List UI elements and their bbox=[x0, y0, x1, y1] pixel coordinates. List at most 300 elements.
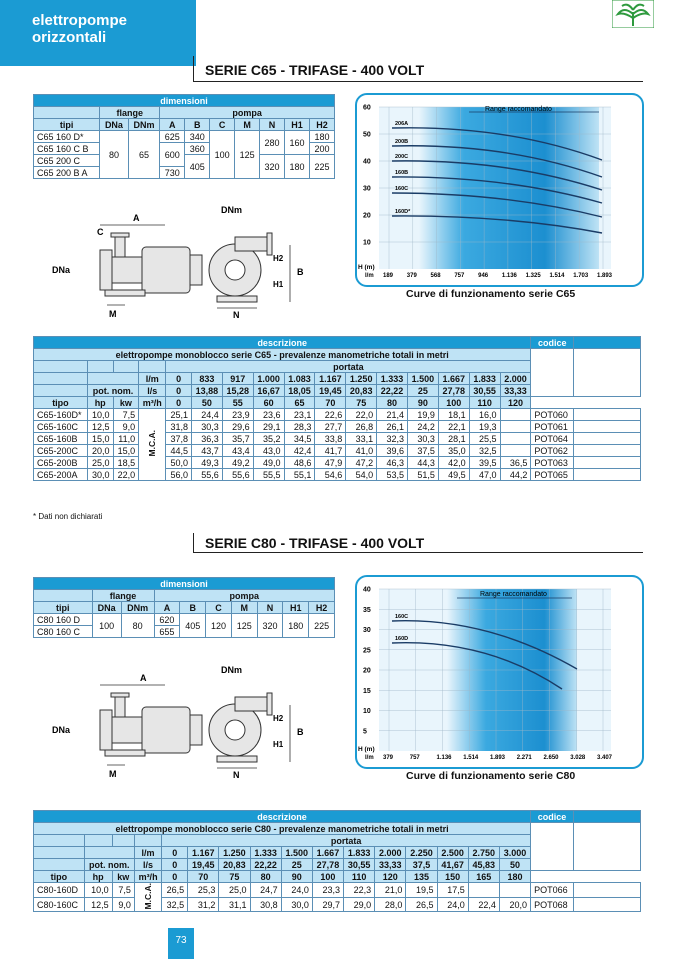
flow-value: 1.167 bbox=[315, 373, 346, 385]
x-axis-label: l/m bbox=[365, 273, 374, 279]
table-cell: 16,0 bbox=[469, 409, 500, 421]
table-cell: 17,5 bbox=[437, 883, 468, 898]
table-cell bbox=[500, 409, 531, 421]
col-header: DNm bbox=[128, 119, 160, 131]
table-cell: 15,0 bbox=[87, 433, 113, 445]
table-cell: 56,0 bbox=[166, 469, 192, 481]
table-cell: 32,5 bbox=[469, 445, 500, 457]
table-cell: 35,0 bbox=[438, 445, 469, 457]
table-cell: POT068 bbox=[531, 897, 574, 912]
table-cell: 41,0 bbox=[346, 445, 377, 457]
c65-performance-table bbox=[33, 336, 641, 481]
table-cell: 31,2 bbox=[188, 897, 219, 912]
table-cell bbox=[574, 469, 641, 481]
table-cell: 125 bbox=[235, 131, 260, 179]
x-tick-label: 1.703 bbox=[573, 273, 589, 279]
table-cell: 39,6 bbox=[377, 445, 408, 457]
col-header: C bbox=[206, 602, 232, 614]
mca-label bbox=[139, 409, 166, 481]
table-cell: 22,6 bbox=[315, 409, 346, 421]
table-cell: 30,3 bbox=[191, 421, 222, 433]
tipo-header: tipo bbox=[34, 397, 88, 409]
c65-dimensions-table bbox=[33, 94, 335, 179]
table-cell: 225 bbox=[309, 155, 334, 179]
flow-value: 0 bbox=[166, 373, 192, 385]
table-cell bbox=[468, 883, 499, 898]
table-cell: 24,0 bbox=[281, 883, 312, 898]
table-cell: 280 bbox=[260, 131, 285, 155]
flow-value: 27,78 bbox=[438, 385, 469, 397]
pot-nom-header: pot. nom. bbox=[84, 859, 134, 871]
flow-value: 25 bbox=[281, 859, 312, 871]
curve-label: 206A bbox=[395, 121, 409, 127]
table-cell: 25,5 bbox=[469, 433, 500, 445]
section-header bbox=[0, 0, 196, 66]
table-cell: 29,0 bbox=[344, 897, 375, 912]
table-cell bbox=[574, 421, 641, 433]
dim-label: N bbox=[233, 310, 240, 320]
table-cell: 320 bbox=[257, 614, 283, 638]
table-cell: 53,5 bbox=[377, 469, 408, 481]
flow-value: 20,83 bbox=[346, 385, 377, 397]
table-row bbox=[34, 469, 641, 481]
table-cell: 44,5 bbox=[166, 445, 192, 457]
table-cell: 43,4 bbox=[222, 445, 253, 457]
dim-label: DNa bbox=[52, 265, 71, 275]
table-cell: 23,9 bbox=[222, 409, 253, 421]
pompa-header: pompa bbox=[160, 107, 335, 119]
mca-label bbox=[134, 883, 161, 912]
kw-header: kw bbox=[112, 871, 134, 883]
flow-value: 16,67 bbox=[253, 385, 284, 397]
flow-value: 833 bbox=[191, 373, 222, 385]
table-cell: C65 160 C B bbox=[34, 143, 100, 155]
table-cell: 18,1 bbox=[438, 409, 469, 421]
y-tick-label: 20 bbox=[363, 212, 371, 220]
flow-value: 19,45 bbox=[188, 859, 219, 871]
table-cell: 31,1 bbox=[219, 897, 250, 912]
table-cell: 54,0 bbox=[346, 469, 377, 481]
dim-label: B bbox=[297, 727, 304, 737]
table-row bbox=[34, 433, 641, 445]
y-tick-label: 10 bbox=[363, 708, 371, 715]
flow-value: 100 bbox=[312, 871, 343, 883]
table-cell: 55,5 bbox=[253, 469, 284, 481]
range-label: Range raccomandato bbox=[480, 591, 547, 598]
table-cell bbox=[574, 433, 641, 445]
flow-value: 30,55 bbox=[469, 385, 500, 397]
c80-dimensions-table bbox=[33, 577, 335, 638]
table-cell: 15,0 bbox=[113, 445, 139, 457]
flow-value: 20,83 bbox=[219, 859, 250, 871]
x-axis-label: l/m bbox=[365, 755, 374, 761]
y-axis-label: H (m) bbox=[358, 264, 375, 271]
table-cell: 22,0 bbox=[346, 409, 377, 421]
col-header: H1 bbox=[283, 602, 309, 614]
section-title-line2: orizzontali bbox=[32, 29, 107, 46]
col-header: A bbox=[154, 602, 180, 614]
table-cell: 9,0 bbox=[113, 421, 139, 433]
table-cell bbox=[500, 445, 531, 457]
table-cell bbox=[574, 445, 641, 457]
table-cell: 12,5 bbox=[84, 897, 112, 912]
flow-value: 1.667 bbox=[312, 847, 343, 859]
table-cell: 35,7 bbox=[222, 433, 253, 445]
table-cell: 21,4 bbox=[377, 409, 408, 421]
flow-value: 65 bbox=[284, 397, 315, 409]
flow-value: 60 bbox=[253, 397, 284, 409]
dim-label: B bbox=[297, 267, 304, 277]
footnote: * Dati non dichiarati bbox=[33, 512, 103, 521]
y-tick-label: 15 bbox=[363, 687, 371, 695]
table-cell: 31,8 bbox=[166, 421, 192, 433]
table-cell: 30,0 bbox=[87, 469, 113, 481]
table-cell: 18,5 bbox=[113, 457, 139, 469]
table-cell: 47,2 bbox=[346, 457, 377, 469]
y-tick-label: 40 bbox=[363, 586, 371, 594]
table-cell: 22,1 bbox=[438, 421, 469, 433]
table-cell: 23,3 bbox=[312, 883, 343, 898]
flow-value: 1.833 bbox=[344, 847, 375, 859]
table-cell: 29,7 bbox=[312, 897, 343, 912]
table-cell: 49,3 bbox=[191, 457, 222, 469]
unit-label: l/m bbox=[134, 847, 161, 859]
table-cell: 24,2 bbox=[407, 421, 438, 433]
col-header: DNa bbox=[100, 119, 128, 131]
table-cell: 55,6 bbox=[191, 469, 222, 481]
flow-value: 2.250 bbox=[406, 847, 437, 859]
table-cell: 48,6 bbox=[284, 457, 315, 469]
dimensions-header: dimensioni bbox=[34, 95, 335, 107]
curve-label: 160C bbox=[395, 186, 409, 192]
dim-label: DNm bbox=[221, 205, 243, 215]
flow-value: 13,88 bbox=[191, 385, 222, 397]
y-tick-label: 10 bbox=[363, 239, 371, 247]
col-header: A bbox=[160, 119, 185, 131]
table-cell: C65-200B bbox=[34, 457, 88, 469]
table-cell: 36,3 bbox=[191, 433, 222, 445]
table-cell: 28,3 bbox=[284, 421, 315, 433]
table-cell: 24,0 bbox=[437, 897, 468, 912]
table-cell: 49,2 bbox=[222, 457, 253, 469]
table-cell bbox=[574, 897, 641, 912]
y-axis-label: H (m) bbox=[358, 746, 375, 753]
table-cell: C65-160C bbox=[34, 421, 88, 433]
table-cell: POT062 bbox=[531, 445, 574, 457]
table-cell: 30,3 bbox=[407, 433, 438, 445]
table-cell: 34,5 bbox=[284, 433, 315, 445]
c80-chart-caption: Curve di funzionamento serie C80 bbox=[406, 770, 576, 782]
title-divider-horizontal bbox=[193, 552, 643, 553]
table-cell: 405 bbox=[180, 614, 206, 638]
x-tick-label: 568 bbox=[430, 273, 441, 279]
table-cell: POT064 bbox=[531, 433, 574, 445]
table-row bbox=[34, 445, 641, 457]
flow-value: 2.750 bbox=[468, 847, 499, 859]
flow-value: 25 bbox=[407, 385, 438, 397]
col-header: M bbox=[231, 602, 257, 614]
col-header: N bbox=[260, 119, 285, 131]
table-cell: 35,2 bbox=[253, 433, 284, 445]
table-cell: 7,5 bbox=[113, 409, 139, 421]
flow-value: 50 bbox=[499, 859, 530, 871]
flow-value: 19,45 bbox=[315, 385, 346, 397]
y-tick-label: 60 bbox=[363, 104, 371, 112]
table-cell: 21,0 bbox=[375, 883, 406, 898]
table-cell: 30,8 bbox=[250, 897, 281, 912]
unit-label: l/s bbox=[139, 385, 166, 397]
x-tick-label: 946 bbox=[478, 273, 489, 279]
table-cell: 25,0 bbox=[87, 457, 113, 469]
table-cell: 42,0 bbox=[438, 457, 469, 469]
table-cell: C80-160D bbox=[34, 883, 85, 898]
table-cell: 46,3 bbox=[377, 457, 408, 469]
table-cell: 7,5 bbox=[112, 883, 134, 898]
table-cell: 730 bbox=[160, 167, 185, 179]
table-cell: 28,1 bbox=[438, 433, 469, 445]
table-cell bbox=[499, 883, 530, 898]
flow-value: 90 bbox=[281, 871, 312, 883]
flow-value: 22,22 bbox=[377, 385, 408, 397]
hp-header: hp bbox=[87, 397, 113, 409]
table-cell: 12,5 bbox=[87, 421, 113, 433]
title-divider-horizontal bbox=[193, 81, 643, 82]
table-cell: 19,9 bbox=[407, 409, 438, 421]
table-cell: 340 bbox=[185, 131, 210, 143]
table-cell: 30,0 bbox=[281, 897, 312, 912]
unit-label: l/s bbox=[134, 859, 161, 871]
table-cell: 26,8 bbox=[346, 421, 377, 433]
table-cell: POT061 bbox=[531, 421, 574, 433]
descrizione-header: descrizione bbox=[34, 811, 531, 823]
table-cell: 100 bbox=[210, 131, 235, 179]
table-cell: 24,7 bbox=[250, 883, 281, 898]
table-cell: 22,3 bbox=[344, 883, 375, 898]
col-header: tipi bbox=[34, 602, 93, 614]
title-divider-vertical bbox=[193, 533, 194, 553]
table-cell: 51,5 bbox=[407, 469, 438, 481]
table-cell: C65-160D* bbox=[34, 409, 88, 421]
x-tick-label: 3.407 bbox=[597, 755, 613, 761]
table-cell: 9,0 bbox=[112, 897, 134, 912]
x-tick-label: 1.136 bbox=[436, 755, 452, 761]
curve-label: 160B bbox=[395, 170, 409, 176]
dim-label: C bbox=[97, 227, 104, 237]
table-cell: C80 160 C bbox=[34, 626, 93, 638]
curve-label: 200B bbox=[395, 139, 409, 145]
title-divider-vertical bbox=[193, 56, 194, 82]
x-tick-label: 1.893 bbox=[490, 755, 506, 761]
y-tick-label: 25 bbox=[363, 647, 371, 655]
c65-chart-caption: Curve di funzionamento serie C65 bbox=[406, 288, 576, 300]
table-cell: 27,7 bbox=[315, 421, 346, 433]
c65-pump-dimension-drawing bbox=[45, 205, 345, 320]
series-c80-title: SERIE C80 - TRIFASE - 400 VOLT bbox=[205, 535, 425, 551]
x-tick-label: 3.028 bbox=[570, 755, 586, 761]
table-cell: 405 bbox=[185, 155, 210, 179]
table-cell: C65 160 D* bbox=[34, 131, 100, 143]
table-cell: 125 bbox=[231, 614, 257, 638]
series-c65-title: SERIE C65 - TRIFASE - 400 VOLT bbox=[205, 62, 425, 78]
flange-header: flange bbox=[92, 590, 154, 602]
table-row bbox=[34, 883, 641, 898]
flow-value: 70 bbox=[315, 397, 346, 409]
y-tick-label: 20 bbox=[363, 667, 371, 675]
curve-label: 200C bbox=[395, 154, 409, 160]
table-cell: 32,5 bbox=[162, 897, 188, 912]
y-tick-label: 35 bbox=[363, 606, 371, 614]
col-header: DNm bbox=[121, 602, 154, 614]
dim-label: H2 bbox=[273, 254, 284, 263]
kw-header: kw bbox=[113, 397, 139, 409]
table-cell bbox=[574, 883, 641, 898]
flow-value: 1.333 bbox=[377, 373, 408, 385]
table-cell: 11,0 bbox=[113, 433, 139, 445]
table-cell: POT060 bbox=[531, 409, 574, 421]
flow-value: 100 bbox=[438, 397, 469, 409]
col-header: N bbox=[257, 602, 283, 614]
pot-nom-header: pot. nom. bbox=[87, 385, 138, 397]
table-cell: 32,3 bbox=[377, 433, 408, 445]
flow-value: 1.250 bbox=[346, 373, 377, 385]
table-cell: 37,5 bbox=[407, 445, 438, 457]
table-row bbox=[34, 409, 641, 421]
flow-value: 0 bbox=[162, 859, 188, 871]
x-tick-label: 2.650 bbox=[543, 755, 559, 761]
table-cell: 24,4 bbox=[191, 409, 222, 421]
table-cell: C65-160B bbox=[34, 433, 88, 445]
table-row bbox=[34, 421, 641, 433]
table-cell: 180 bbox=[283, 614, 309, 638]
table-cell: 200 bbox=[309, 143, 334, 155]
flow-value: 75 bbox=[346, 397, 377, 409]
table-cell: 41,7 bbox=[315, 445, 346, 457]
table-cell: 43,0 bbox=[253, 445, 284, 457]
hp-header: hp bbox=[84, 871, 112, 883]
table-cell: 49,5 bbox=[438, 469, 469, 481]
codice-header: codice bbox=[531, 811, 574, 823]
table-cell: POT066 bbox=[531, 883, 574, 898]
pompa-header: pompa bbox=[154, 590, 334, 602]
table-subtitle: elettropompe monoblocco serie C80 - prevalenze manometriche totali in metri bbox=[34, 823, 531, 835]
table-cell: C65 200 C bbox=[34, 155, 100, 167]
x-tick-label: 2.271 bbox=[516, 755, 532, 761]
unit-label: m³/h bbox=[134, 871, 161, 883]
dim-label: A bbox=[133, 213, 140, 223]
c65-performance-chart bbox=[357, 95, 640, 283]
col-header: C bbox=[210, 119, 235, 131]
flow-value: 165 bbox=[468, 871, 499, 883]
unit-label: l/m bbox=[139, 373, 166, 385]
table-cell: 39,5 bbox=[469, 457, 500, 469]
flow-value: 90 bbox=[407, 397, 438, 409]
table-cell: 19,3 bbox=[469, 421, 500, 433]
portata-header: portata bbox=[166, 361, 531, 373]
table-cell: 65 bbox=[128, 131, 160, 179]
range-label: Range raccomandato bbox=[485, 106, 552, 113]
x-tick-label: 1.514 bbox=[463, 755, 479, 761]
col-header: H2 bbox=[309, 119, 334, 131]
curve-label: 160D bbox=[395, 636, 409, 642]
dim-label: DNa bbox=[52, 725, 71, 735]
page-number: 73 bbox=[168, 928, 194, 959]
table-cell: 20,0 bbox=[499, 897, 530, 912]
table-cell: 44,3 bbox=[407, 457, 438, 469]
table-cell: 44,2 bbox=[500, 469, 531, 481]
table-cell: 54,6 bbox=[315, 469, 346, 481]
flow-value: 917 bbox=[222, 373, 253, 385]
flow-value: 1.500 bbox=[281, 847, 312, 859]
flow-value: 2.000 bbox=[500, 373, 531, 385]
table-cell: 26,1 bbox=[377, 421, 408, 433]
table-cell: 10,0 bbox=[84, 883, 112, 898]
y-tick-label: 30 bbox=[363, 185, 371, 193]
descrizione-header: descrizione bbox=[34, 337, 531, 349]
flow-value: 33,33 bbox=[375, 859, 406, 871]
table-cell: 55,6 bbox=[222, 469, 253, 481]
x-tick-label: 189 bbox=[383, 273, 394, 279]
flow-value: 1.250 bbox=[219, 847, 250, 859]
table-cell: 55,1 bbox=[284, 469, 315, 481]
flow-value: 110 bbox=[469, 397, 500, 409]
table-cell: 29,1 bbox=[253, 421, 284, 433]
c80-performance-chart bbox=[357, 577, 640, 765]
dim-label: H2 bbox=[273, 714, 284, 723]
flow-value: 22,22 bbox=[250, 859, 281, 871]
table-cell: 25,0 bbox=[219, 883, 250, 898]
table-cell: POT063 bbox=[531, 457, 574, 469]
table-cell: 20,0 bbox=[87, 445, 113, 457]
table-cell: 19,5 bbox=[406, 883, 437, 898]
table-cell: 180 bbox=[309, 131, 334, 143]
table-cell: 620 bbox=[154, 614, 180, 626]
dim-label: DNm bbox=[221, 665, 243, 675]
portata-header: portata bbox=[162, 835, 531, 847]
table-row bbox=[34, 457, 641, 469]
table-cell: 180 bbox=[285, 155, 310, 179]
table-cell bbox=[574, 409, 641, 421]
table-cell: 36,5 bbox=[500, 457, 531, 469]
table-cell: C65-200C bbox=[34, 445, 88, 457]
dim-label: H1 bbox=[273, 280, 284, 289]
flow-value: 1.083 bbox=[284, 373, 315, 385]
dimensions-header: dimensioni bbox=[34, 578, 335, 590]
table-cell bbox=[500, 421, 531, 433]
col-header: M bbox=[235, 119, 260, 131]
flow-value: 30,55 bbox=[344, 859, 375, 871]
flow-value: 15,28 bbox=[222, 385, 253, 397]
flow-value: 80 bbox=[377, 397, 408, 409]
table-cell: 23,1 bbox=[284, 409, 315, 421]
x-tick-label: 379 bbox=[406, 273, 417, 279]
table-subtitle: elettropompe monoblocco serie C65 - prevalenze manometriche totali in metri bbox=[34, 349, 531, 361]
table-cell: 33,8 bbox=[315, 433, 346, 445]
flow-value: 55 bbox=[222, 397, 253, 409]
table-cell: 49,0 bbox=[253, 457, 284, 469]
table-cell: 160 bbox=[285, 131, 310, 155]
x-tick-label: 757 bbox=[454, 273, 465, 279]
table-cell: 80 bbox=[121, 614, 154, 638]
tipo-header: tipo bbox=[34, 871, 85, 883]
x-tick-label: 1.893 bbox=[597, 273, 613, 279]
table-cell: 120 bbox=[206, 614, 232, 638]
table-cell: 33,1 bbox=[346, 433, 377, 445]
table-cell: 360 bbox=[185, 143, 210, 155]
flow-value: 18,05 bbox=[284, 385, 315, 397]
flow-value: 0 bbox=[166, 385, 192, 397]
flange-header: flange bbox=[100, 107, 160, 119]
flow-value: 45,83 bbox=[468, 859, 499, 871]
